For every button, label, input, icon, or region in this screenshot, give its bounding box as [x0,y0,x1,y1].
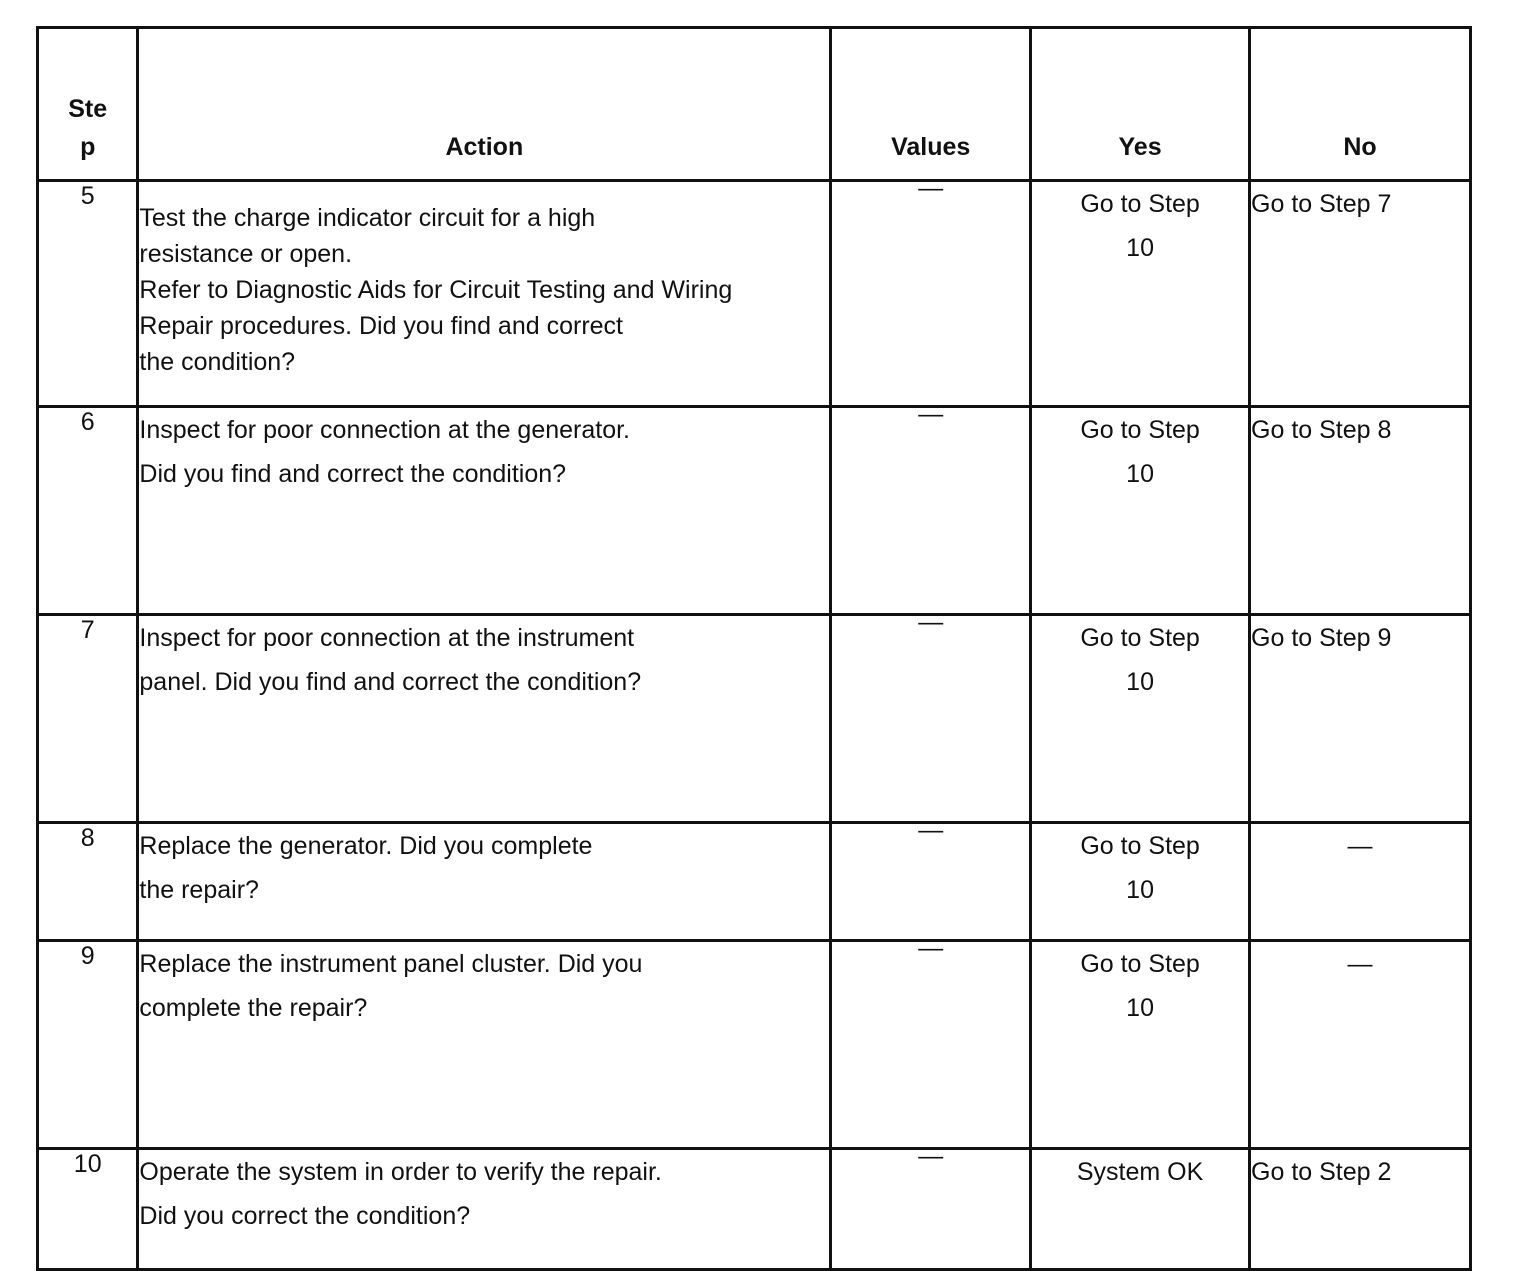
step-number: 10 [38,1149,138,1270]
action-line: Operate the system in order to verify the repair. [139,1158,662,1186]
action-cell [138,407,831,615]
action-cell [138,1149,831,1270]
action-line: the condition? [139,348,296,376]
table-row [38,407,1471,615]
values-cell: — [831,615,1031,823]
action-line: the repair? [139,876,259,904]
header-values: Values [831,28,1031,181]
action-line: panel. Did you find and correct the condition? [139,668,642,696]
yes-line: 10 [1126,994,1154,1022]
header-step: Step [38,28,138,181]
no-cell: — [1250,941,1471,1149]
no-cell: — [1250,823,1471,941]
step-number: 8 [38,823,138,941]
action-line: Replace the generator. Did you complete [139,832,593,860]
yes-line: Go to Step [1080,950,1200,978]
table-row [38,941,1471,1149]
values-cell: — [831,407,1031,615]
no-cell: Go to Step 2 [1250,1149,1471,1270]
yes-cell [1031,823,1250,941]
action-cell [138,823,831,941]
header-row [38,28,1471,181]
values-cell: — [831,181,1031,407]
action-cell [138,181,831,407]
table-row [38,823,1471,941]
action-line: Refer to Diagnostic Aids for Circuit Testing and Wiring [139,276,733,304]
action-cell [138,941,831,1149]
action-line: Did you find and correct the condition? [139,460,567,488]
step-number: 5 [38,181,138,407]
table-row [38,615,1471,823]
action-line: Did you correct the condition? [139,1202,471,1230]
step-number: 7 [38,615,138,823]
yes-cell [1031,615,1250,823]
header-action: Action [138,28,831,181]
action-cell [138,615,831,823]
yes-line: Go to Step [1080,190,1200,218]
header-yes: Yes [1031,28,1250,181]
yes-line: Go to Step [1080,832,1200,860]
yes-cell [1031,1149,1250,1270]
step-number: 6 [38,407,138,615]
action-line: Test the charge indicator circuit for a high [139,204,596,232]
diagnostic-table [36,26,1472,1271]
yes-line: 10 [1126,234,1154,262]
table-row [38,1149,1471,1270]
no-cell: Go to Step 7 [1250,181,1471,407]
step-number: 9 [38,941,138,1149]
action-line: Replace the instrument panel cluster. Did you [139,950,643,978]
yes-line: 10 [1126,876,1154,904]
action-line: Inspect for poor connection at the generator. [139,416,631,444]
table-row [38,181,1471,407]
yes-cell [1031,407,1250,615]
values-cell: — [831,1149,1031,1270]
yes-line: Go to Step [1080,624,1200,652]
values-cell: — [831,823,1031,941]
no-cell: Go to Step 8 [1250,407,1471,615]
yes-line: 10 [1126,460,1154,488]
yes-cell [1031,941,1250,1149]
yes-line: Go to Step [1080,416,1200,444]
action-line: complete the repair? [139,994,368,1022]
no-cell: Go to Step 9 [1250,615,1471,823]
action-line: Repair procedures. Did you find and correct [139,312,623,340]
header-no: No [1250,28,1471,181]
yes-cell [1031,181,1250,407]
action-line: Inspect for poor connection at the instrument [139,624,635,652]
values-cell: — [831,941,1031,1149]
yes-line: 10 [1126,668,1154,696]
action-line: resistance or open. [139,240,353,268]
yes-line: System OK [1076,1158,1204,1186]
